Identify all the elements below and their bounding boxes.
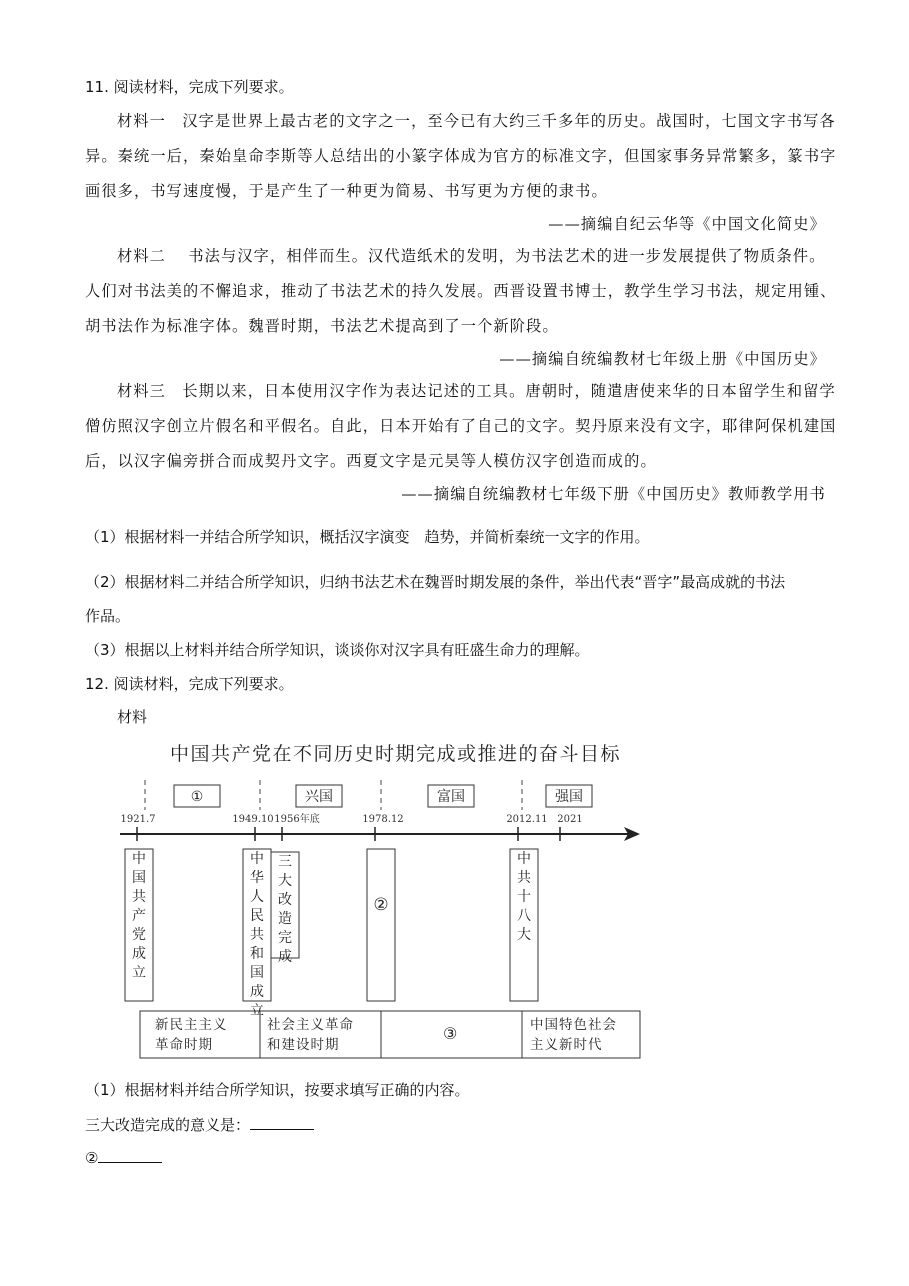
material3-line2: 僧仿照汉字创立片假名和平假名。自此，日本开始有了自己的文字。契丹原来没有文字，耶律阿保机建国 <box>85 417 837 435</box>
material1-source: ——摘编自纪云华等《中国文化简史》 <box>548 215 826 233</box>
q12-heading: 12. 阅读材料，完成下列要求。 <box>85 675 294 693</box>
fill1-answer-blank[interactable] <box>250 1113 314 1130</box>
material3-line3: 后，以汉字偏旁拼合而成契丹文字。西夏文字是元昊等人模仿汉字创造而成的。 <box>85 452 657 470</box>
event-text-2: 三大改造完成 <box>278 854 292 965</box>
fill2-answer-blank[interactable] <box>98 1146 162 1163</box>
event-text-4: 中共十八大 <box>517 851 531 943</box>
date-label-1956: 1956年底 <box>274 814 320 825</box>
period-4-line2: 主义新时代 <box>530 1037 603 1053</box>
material2-line1: 材料二 书法与汉字，相伴而生。汉代造纸术的发明，为书法艺术的进一步发展提供了物质条件。 <box>117 247 826 265</box>
material2-source: ——摘编自统编教材七年级上册《中国历史》 <box>499 350 826 368</box>
material1-line3: 画很多，书写速度慢，于是产生了一种更为简易、书写更为方便的隶书。 <box>85 182 608 200</box>
date-label-2012: 2012.11 <box>506 814 548 825</box>
material2-line2: 人们对书法美的不懈追求，推动了书法艺术的持久发展。西晋设置书博士，教学生学习书法，规定用锺、 <box>85 282 837 300</box>
q11-heading: 11. 阅读材料，完成下列要求。 <box>85 78 294 96</box>
q11-question-3: （3）根据以上材料并结合所学知识，谈谈你对汉字具有旺盛生命力的理解。 <box>85 641 590 659</box>
date-label-1978: 1978.12 <box>362 814 404 825</box>
goal-label-2: 兴国 <box>305 789 333 805</box>
event-text-0: 中国共产党成立 <box>132 851 146 981</box>
goal-label-3: 富国 <box>437 789 465 805</box>
material1-line1: 材料一 汉字是世界上最古老的文字之一，至今已有大约三千多年的历史。战国时，七国文字书写各 <box>117 112 836 130</box>
q12-sub1: （1）根据材料并结合所学知识，按要求填写正确的内容。 <box>85 1081 470 1099</box>
q12-material-label: 材料 <box>117 708 148 726</box>
period-2-line1: 社会主义革命 <box>267 1017 354 1033</box>
q11-question-2-cont: 作品。 <box>85 607 131 625</box>
goal-label-1: ① <box>190 789 204 805</box>
q11-question-2: （2）根据材料二并结合所学知识，归纳书法艺术在魏晋时期发展的条件，举出代表“晋字”最高成就的书法 <box>85 573 786 591</box>
material2-line3: 胡书法作为标准字体。魏晋时期，书法艺术提高到了一个新阶段。 <box>85 317 559 335</box>
q12-fill1 <box>85 1113 314 1135</box>
material3-source: ——摘编自统编教材七年级下册《中国历史》教师教学用书 <box>401 485 826 503</box>
fill1-label: 三大改造完成的意义是： <box>85 1116 251 1134</box>
period-3-label: ③ <box>443 1024 459 1043</box>
date-label-2021: 2021 <box>557 814 583 825</box>
event-texts <box>132 850 531 1019</box>
period-2-line2: 和建设时期 <box>267 1037 340 1053</box>
q12-fill2 <box>85 1146 162 1168</box>
material1-line2: 异。秦统一后，秦始皇命李斯等人总结出的小篆字体成为官方的标准文字，但国家事务异常繁多，篆书字 <box>85 147 837 165</box>
date-label-1921: 1921.7 <box>120 814 156 825</box>
timeline-title: 中国共产党在不同历史时期完成或推进的奋斗目标 <box>170 743 622 765</box>
party-goals-timeline <box>110 735 650 1065</box>
q11-question-1: （1）根据材料一并结合所学知识，概括汉字演变 趋势，并简析秦统一文字的作用。 <box>85 528 650 546</box>
goal-label-4: 强国 <box>555 789 583 805</box>
fill2-label: ② <box>85 1149 99 1167</box>
material3-line1: 材料三 长期以来，日本使用汉字作为表达记述的工具。唐朝时，随遣唐使来华的日本留学生和留学 <box>117 382 836 400</box>
event-text-3: ② <box>373 895 389 915</box>
period-1-line1: 新民主主义 <box>155 1017 228 1033</box>
period-4-line1: 中国特色社会 <box>530 1017 617 1033</box>
date-label-1949: 1949.10 <box>232 814 274 825</box>
event-box-1978 <box>367 849 395 1001</box>
event-text-1: 中华人民共和国成立 <box>250 851 264 1019</box>
period-1-line2: 革命时期 <box>155 1037 213 1053</box>
